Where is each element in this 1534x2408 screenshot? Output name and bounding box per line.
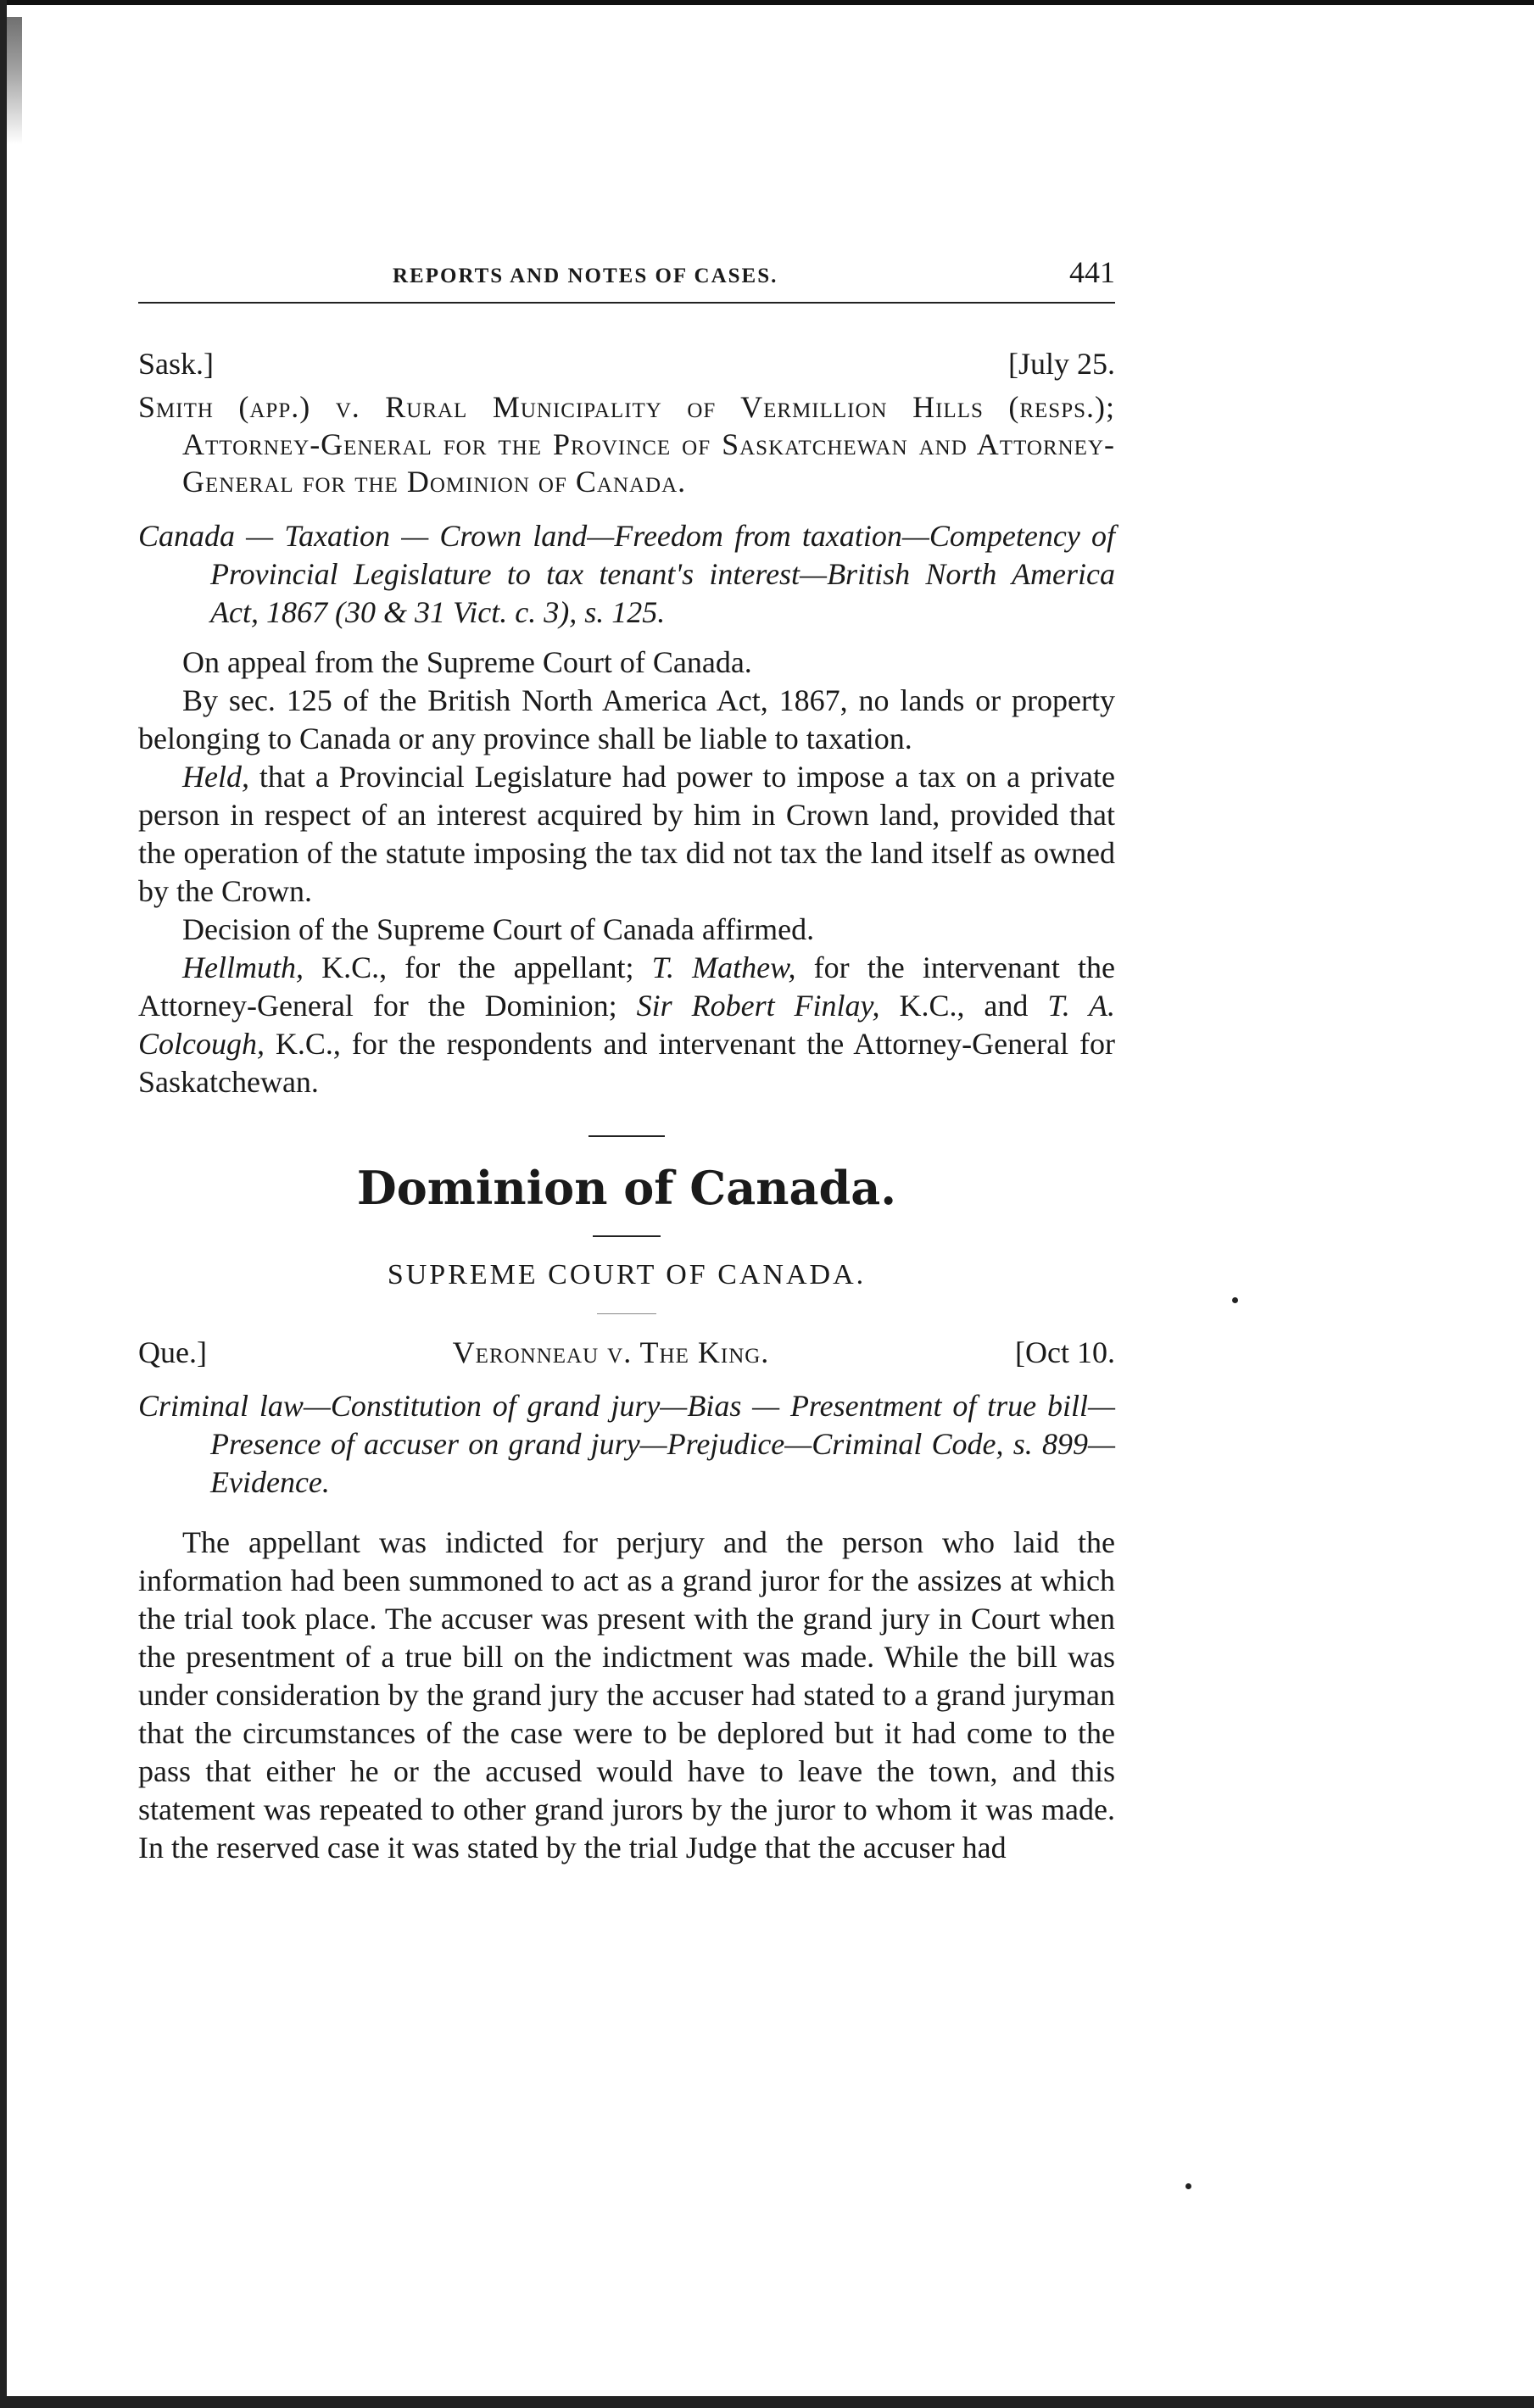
case2-date: [Oct 10. (1015, 1335, 1115, 1369)
case1-counsel (138, 949, 1115, 1101)
counsel-text: K.C., for the respondents and intervenant the Attorney-General for Saskatchewan. (138, 1027, 1115, 1099)
case1-paragraph: By sec. 125 of the British North America Act, 1867, no lands or property belonging to Canada or any province shall be liable to taxation. (138, 683, 1115, 755)
case1-held (138, 758, 1115, 911)
counsel-text: K.C., for the appellant; (303, 950, 652, 984)
section-title: Dominion of Canada. (356, 1161, 897, 1215)
scan-speck (1185, 2183, 1191, 2189)
held-label: Held, (182, 760, 249, 794)
page-number: 441 (1069, 255, 1115, 289)
case2-title: Veronneau v. The King. (452, 1335, 770, 1369)
case2-court: Que.] (138, 1335, 207, 1369)
scan-edge-top (0, 0, 1534, 5)
scan-edge-left (0, 0, 7, 2408)
case1-line (138, 346, 1115, 382)
court-divider (597, 1313, 656, 1314)
running-title: REPORTS AND NOTES OF CASES. (393, 265, 778, 287)
held-text: that a Provincial Legislature had power to impose a tax on a private person in respect of an interest acquired by him in Crown land, provided that the operation of the statute imposing the tax did not tax the land itself as owned by the Crown. (138, 760, 1115, 908)
counsel-name: T. Mathew, (651, 950, 796, 984)
case1-paragraph: On appeal from the Supreme Court of Canada. (182, 645, 752, 679)
case1-court: Sask.] (138, 347, 214, 381)
court-title: SUPREME COURT OF CANADA. (387, 1259, 867, 1290)
running-head (138, 246, 1115, 297)
case2-line (138, 1335, 1115, 1370)
counsel-text: K.C., and (879, 989, 1048, 1023)
header-rule (138, 302, 1115, 304)
counsel-name: Sir Robert Finlay, (636, 989, 880, 1023)
case2-headnote: Criminal law—Constitution of grand jury—Bias — Presentment of true bill—Presence of accuser on grand jury—Prejudice—Criminal Code, s. 899—Evidence. (138, 1389, 1115, 1499)
case2-body: The appellant was indicted for perjury and the person who laid the information had been summoned to act as a grand juror for the assizes at which the trial took place. The accuser was present with the grand jury in Court when the presentment of a true bill on the indictment was made. While the bill was under consideration by the grand jury the accuser had stated to a grand juryman that the circumstances of the case were to be deplored but it had come to the pass that either he or the accused would have to leave the town, and this statement was repeated to other grand jurors by the juror to whom it was made. In the reserved case it was stated by the trial Judge that the accuser had (138, 1525, 1115, 1865)
counsel-text: for the intervenant the Attorney-General for the Dominion; (138, 950, 1115, 1023)
page (138, 246, 1115, 1867)
scan-edge-bottom (0, 2396, 1534, 2408)
counsel-name: Hellmuth, (182, 950, 304, 984)
case1-parties: Smith (app.) v. Rural Municipality of Vermillion Hills (resps.); Attorney-General for the Province of Saskatchewan and Attorney-General for the Dominion of Canada. (138, 390, 1115, 499)
section-divider (593, 1235, 661, 1237)
case1-decision: Decision of the Supreme Court of Canada affirmed. (182, 912, 815, 946)
scan-speck (1232, 1297, 1238, 1303)
case1-headnote: Canada — Taxation — Crown land—Freedom from taxation—Competency of Provincial Legislature to tax tenant's interest—British North America Act, 1867 (30 & 31 Vict. c. 3), s. 125. (138, 519, 1115, 629)
scan-smudge (7, 17, 22, 144)
section-divider (588, 1135, 665, 1137)
counsel-name: T. A. Colcough, (138, 989, 1115, 1061)
case1-date: [July 25. (1008, 347, 1115, 381)
